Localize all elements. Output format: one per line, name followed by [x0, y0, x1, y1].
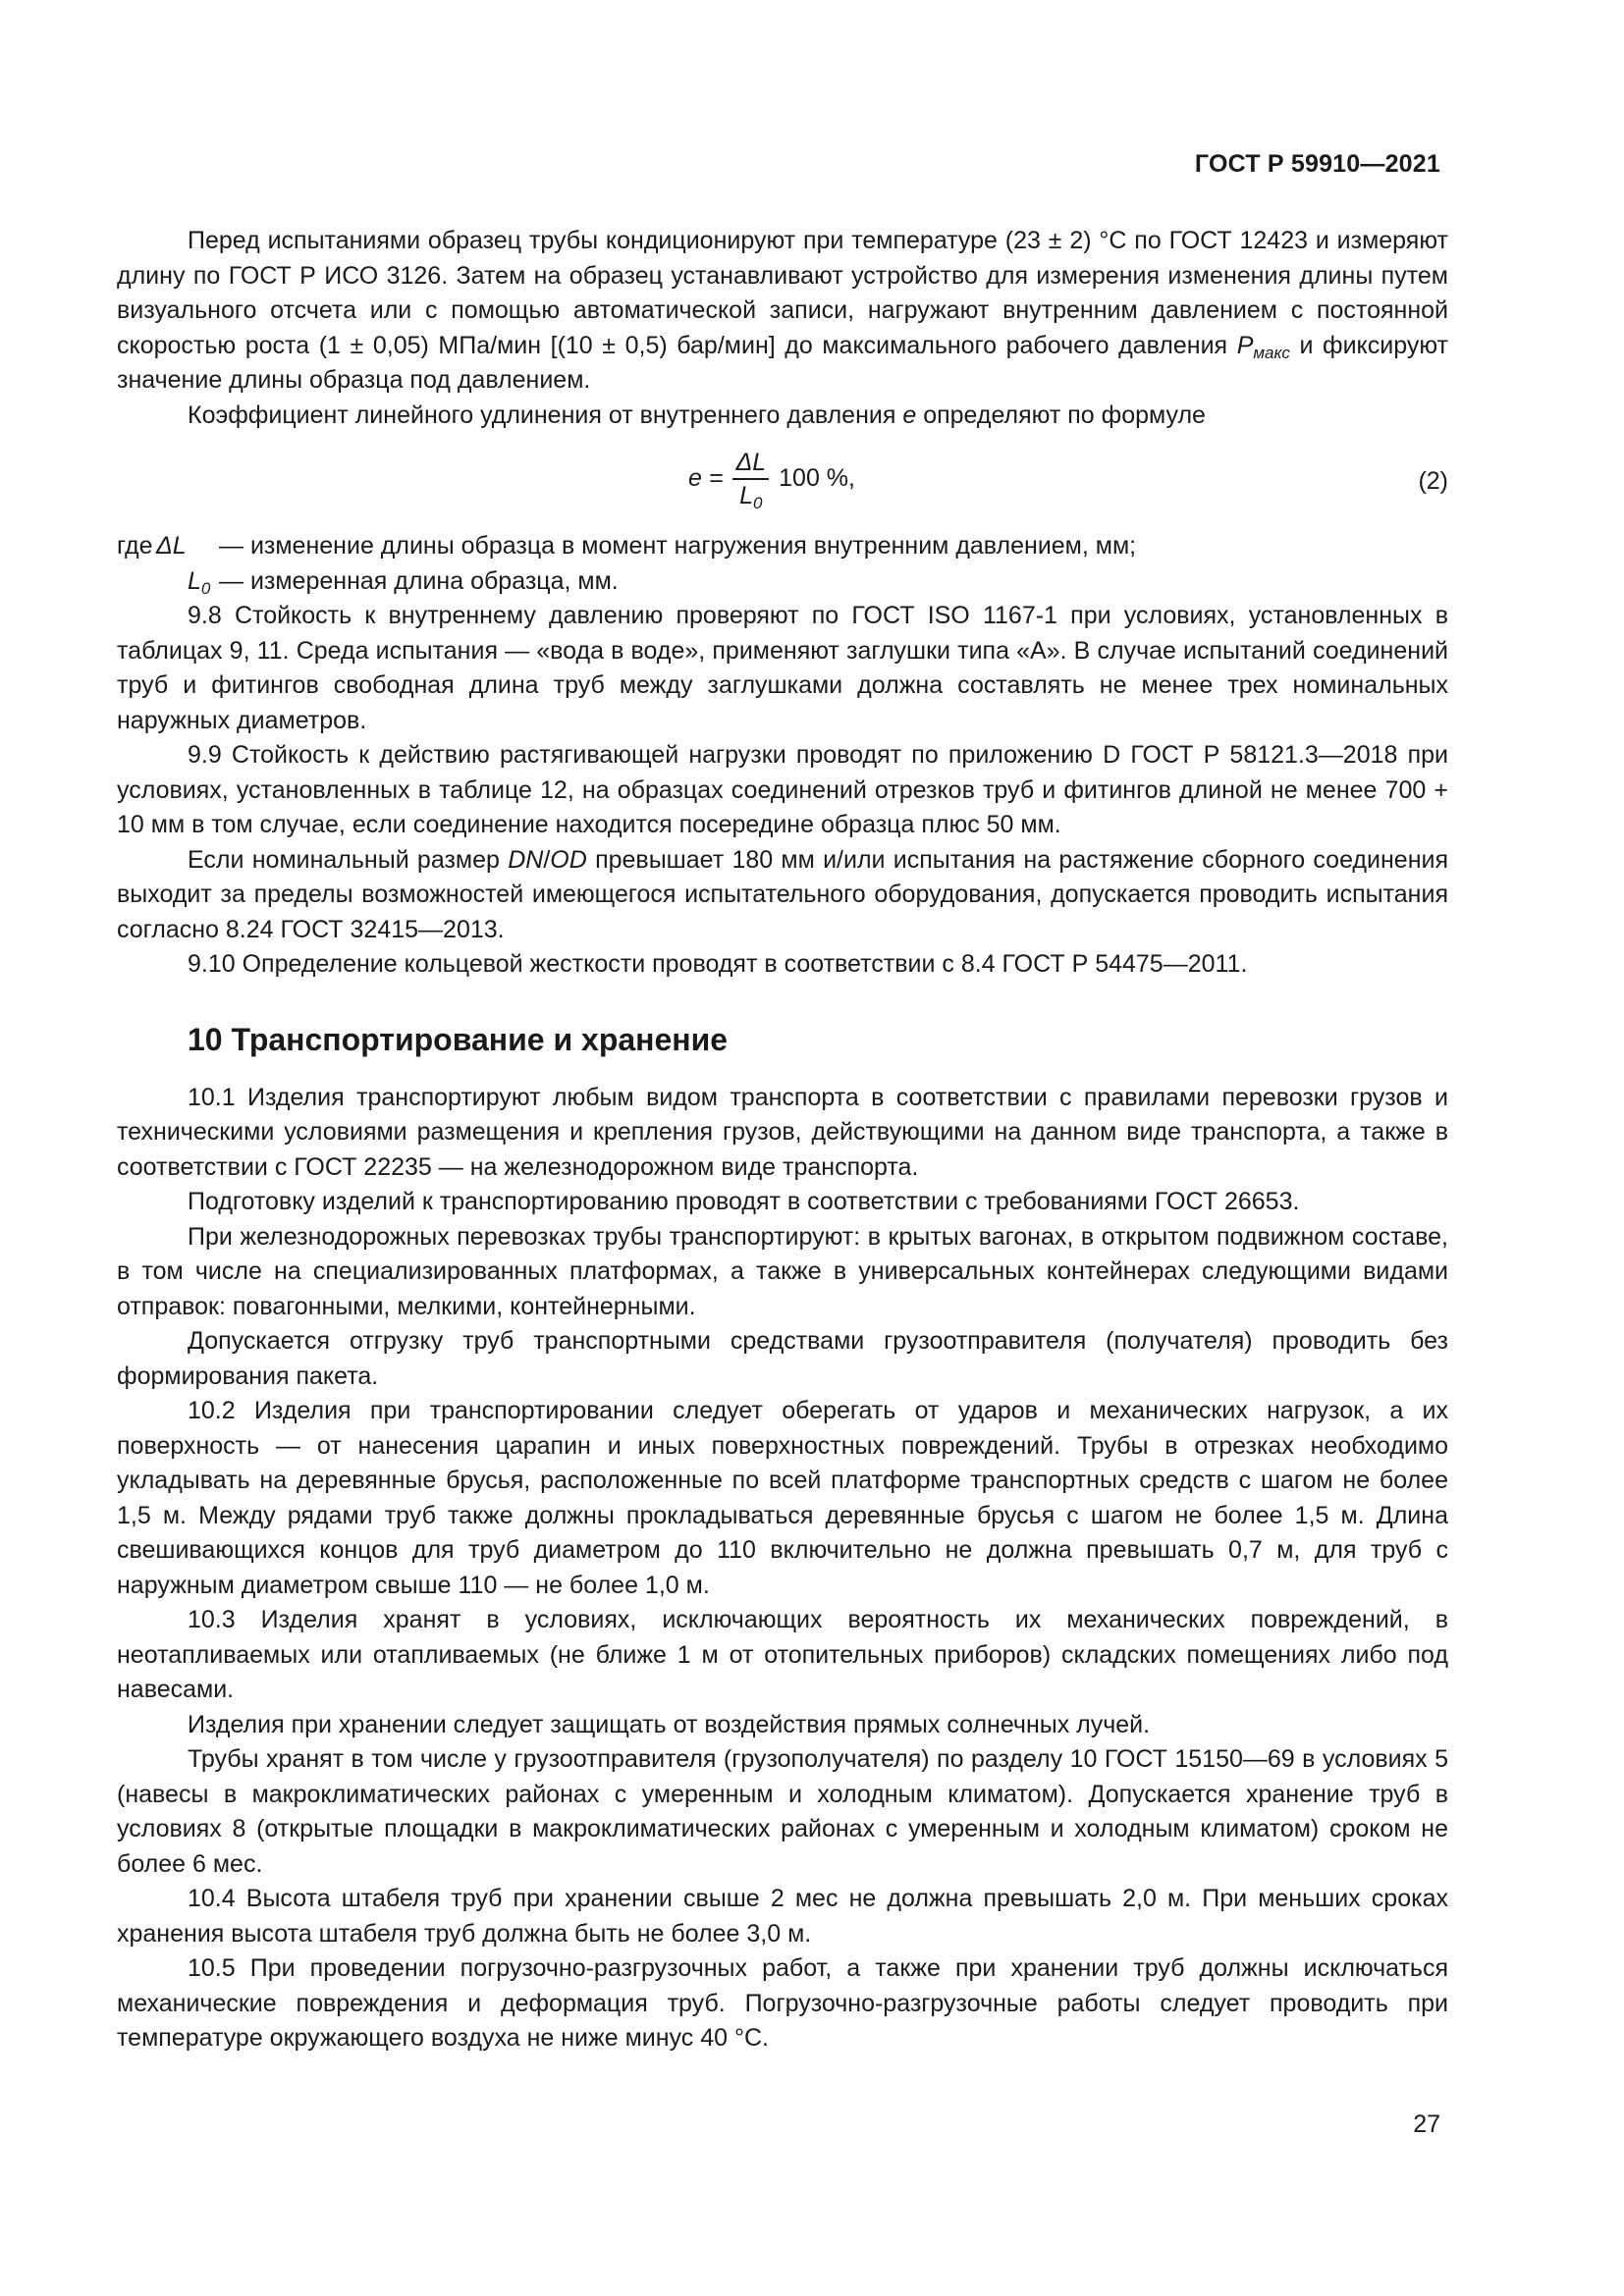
- where-row-delta-l: [117, 529, 1448, 564]
- paragraph-10-5: 10.5 При проведении погрузочно-разгрузочных работ, а также при хранении труб должны исключаться механические повреждения и деформация труб. Погрузочно-разгрузочные работы следует проводить при температуре окружающего воздуха не ниже минус 40 °С.: [117, 1954, 1448, 2052]
- formula-fraction: [732, 447, 769, 511]
- paragraph-9-10: 9.10 Определение кольцевой жесткости проводят в соответствии с 8.4 ГОСТ Р 54475—2011.: [188, 950, 1248, 978]
- formula-tail: 100 %,: [779, 464, 855, 493]
- paragraph-storage-conditions: Трубы хранят в том числе у грузоотправителя (грузополучателя) по разделу 10 ГОСТ 15150—69 в условиях 5 (навесы в макроклиматических районах с умеренным и холодным климатом). Допускается хранение труб в условиях 8 (открытые площадки в макроклиматических районах с умеренным и холодным климатом) сроком не более 6 мес.: [117, 1745, 1448, 1878]
- formula-numerator: ΔL: [732, 447, 769, 480]
- standard-header: ГОСТ Р 59910—2021: [1194, 150, 1440, 178]
- where-symbol-l0: $L_0$: [188, 566, 211, 598]
- symbol-e: e: [902, 400, 917, 429]
- paragraph-coefficient: Коэффициент линейного удлинения от внутреннего давления e определяют по формуле: [188, 400, 1206, 429]
- symbol-dn: DN: [508, 845, 544, 874]
- paragraph-10-3: 10.3 Изделия хранят в условиях, исключающих вероятность их механических повреждений, в неотапливаемых или отапливаемых (не ближе 1 м от отопительных приборов) складских помещениях либо под навесами.: [117, 1606, 1448, 1703]
- where-label: где: [117, 532, 153, 560]
- paragraph-railway: При железнодорожных перевозках трубы транспортируют: в крытых вагонах, в открытом подвижном составе, в том числе на специализированных платформах, а также в универсальных контейнерах следующими видами отправок: повагонными, мелкими, контейнерными.: [117, 1222, 1448, 1320]
- paragraph-sun-protection: Изделия при хранении следует защищать от воздействия прямых солнечных лучей.: [188, 1710, 1151, 1738]
- where-definition-l0: — измеренная длина образца, мм.: [219, 566, 619, 595]
- paragraph-preparation: Подготовку изделий к транспортированию проводят в соответствии с требованиями ГОСТ 26653.: [188, 1188, 1300, 1215]
- paragraph-10-2: 10.2 Изделия при транспортировании следует оберегать от ударов и механических нагрузок, а их поверхность — от нанесения царапин и иных поверхностных повреждений. Трубы в отрезках необходимо укладывать на деревянные брусья, расположенные по всей платформе транспортных средств с шагом не более 1,5 м. Между рядами труб также должны прокладываться деревянные брусья с шагом не более 1,5 м. Длина свешивающихся концов для труб диаметром до 110 включительно не должна превышать 0,7 м, для труб с наружным диаметром свыше 110 — не более 1,0 м.: [117, 1397, 1448, 1599]
- symbol-od: OD: [550, 845, 587, 874]
- section-title-10: 10 Транспортирование и хранение: [188, 1021, 729, 1057]
- paragraph-10-4: 10.4 Высота штабеля труб при хранении свыше 2 мес не должна превышать 2,0 м. При меньших сроках хранения высота штабеля труб должна быть не более 3,0 м.: [117, 1885, 1448, 1948]
- formula-denominator: $L_0$: [739, 482, 763, 512]
- formula-block: [117, 445, 1448, 523]
- formula: [688, 447, 855, 511]
- page-content: [117, 224, 1448, 2056]
- page-number: 27: [1413, 2110, 1440, 2138]
- where-row-l0: [117, 564, 1448, 600]
- paragraph-conditioning: Перед испытаниями образец трубы кондиционируют при температуре (23 ± 2) °С по ГОСТ 12423 и измеряют длину по ГОСТ Р ИСО 3126. Затем на образец устанавливают устройство для измерения изменения длины путем визуального отсчета или с помощью автоматической записи, нагружают внутренним давлением с постоянной скоростью роста (1 ± 0,05) МПа/мин [(10 ± 0,5) бар/мин] до максимального рабочего давления $P_{макс}$ и фиксируют значение длины образца под давлением.: [117, 227, 1448, 394]
- where-definition-delta-l: — изменение длины образца в момент нагружения внутренним давлением, мм;: [219, 532, 1137, 560]
- formula-number: (2): [1418, 467, 1448, 495]
- paragraph-shipment: Допускается отгрузку труб транспортными средствами грузоотправителя (получателя) проводить без формирования пакета.: [117, 1327, 1448, 1390]
- paragraph-9-9: 9.9 Стойкость к действию растягивающей нагрузки проводят по приложению D ГОСТ Р 58121.3—2018 при условиях, установленных в таблице 12, на образцах соединений отрезков труб и фитингов длиной не менее 700 + 10 мм в том случае, если соединение находится посередине образца плюс 50 мм.: [117, 741, 1448, 838]
- symbol-p-max: $P_{макс}$: [1236, 331, 1290, 362]
- where-symbol-delta-l: ΔL: [156, 532, 187, 560]
- paragraph-9-8: 9.8 Стойкость к внутреннему давлению проверяют по ГОСТ ISO 1167-1 при условиях, установленных в таблицах 9, 11. Среда испытания — «вода в воде», применяют заглушки типа «А». В случае испытаний соединений труб и фитингов свободная длина труб между заглушками должна составлять не менее трех номинальных наружных диаметров.: [117, 602, 1448, 734]
- formula-lhs: e =: [688, 464, 724, 493]
- paragraph-10-1: 10.1 Изделия транспортируют любым видом транспорта в соответствии с правилами перевозки грузов и техническими условиями размещения и крепления грузов, действующими на данном виде транспорта, а также в соответствии с ГОСТ 22235 — на железнодорожном виде транспорта.: [117, 1083, 1448, 1181]
- paragraph-dn-od: Если номинальный размер DN/OD превышает 180 мм и/или испытания на растяжение сборного соединения выходит за пределы возможностей имеющегося испытательного оборудования, допускается проводить испытания согласно 8.24 ГОСТ 32415—2013.: [117, 845, 1449, 943]
